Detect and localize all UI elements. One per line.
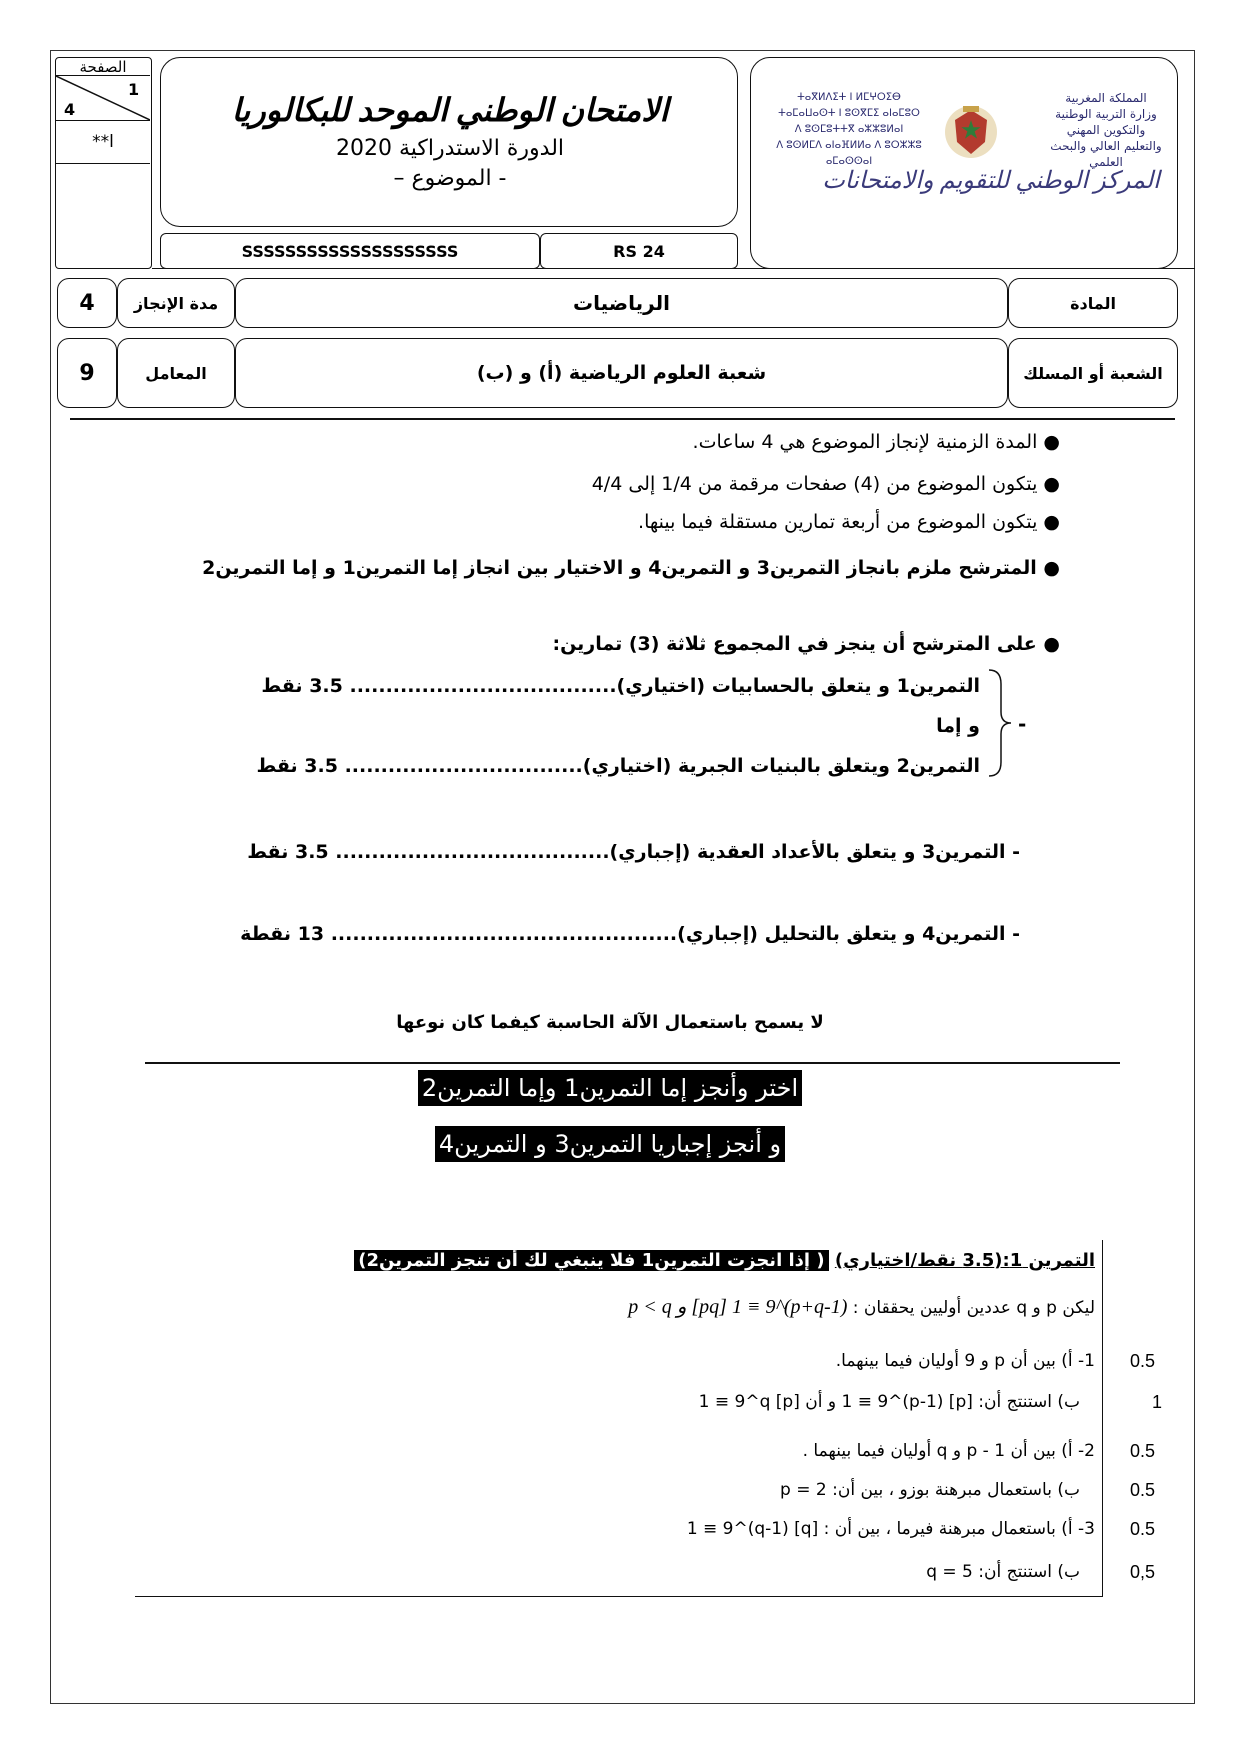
instruction-2-text: يتكون الموضوع من (4) صفحات مرقمة من 1/4 إلى 4/4	[591, 473, 1038, 495]
exercise1-intro	[200, 1294, 1095, 1319]
q1b-text: ب) استنتج أن: [p] 1 ≡ 9^(p-1) و أن [p] 1 ≡ 9^q	[698, 1392, 1080, 1412]
or-line: و إما	[936, 715, 980, 737]
page-total: 4	[64, 100, 76, 119]
exercise1-intro-math: p < q و [pq] 1 ≡ 9^(p+q-1)	[628, 1296, 848, 1318]
q3b-score: 0,5	[1130, 1562, 1156, 1582]
exercise1-bottom-rule	[135, 1596, 1103, 1597]
q1a-text: 1- أ) بين أن p و 9 أوليان فيما بينهما.	[835, 1351, 1095, 1371]
q2a-text: 2- أ) بين أن 1 - p و q أوليان فيما بينهما .	[802, 1441, 1095, 1461]
page-current: 1	[128, 80, 140, 99]
q3a-score: 0.5	[1130, 1519, 1156, 1539]
bullet-icon: ●	[1037, 431, 1060, 453]
exercise1-left-rule	[1102, 1240, 1103, 1596]
bullet-icon: ●	[1037, 473, 1060, 495]
coef-label: المعامل	[117, 338, 235, 408]
branch-value: شعبة العلوم الرياضية (أ) و (ب)	[235, 338, 1008, 408]
exam-title: الامتحان الوطني الموحد للبكالوريا	[231, 92, 669, 128]
exercise1-line: التمرين1 و يتعلق بالحسابيات (اختياري)..................................... 3.5 نقط	[261, 675, 980, 697]
institution-tifinagh	[759, 90, 939, 170]
branch-label: الشعبة أو المسلك	[1008, 338, 1178, 408]
inst-ar-4: والتعليم العالي والبحث العلمي	[1050, 139, 1162, 169]
q2b-score: 0.5	[1130, 1480, 1156, 1500]
subject-value: الرياضيات	[235, 278, 1008, 328]
bullet-icon: ●	[1036, 633, 1060, 655]
inst-tf-3: ⴷ ⵓⵙⵎⵓⵜⵜⴳ ⴰⵣⵣⵓⵍⴰⵏ	[794, 124, 904, 135]
exam-session: الدورة الاستدراكية 2020	[335, 136, 565, 161]
inst-tf-2: ⵜⴰⵎⴰⵡⴰⵙⵜ ⵏ ⵓⵙⴳⵎⵉ ⴰⵏⴰⵎⵓⵔ	[778, 108, 920, 119]
instruction-4	[200, 548, 1060, 588]
q2b-text: ب) باستعمال مبرهنة بوزو ، بين أن: p = 2	[780, 1480, 1080, 1500]
exam-title-box	[160, 57, 738, 227]
section-divider	[145, 1062, 1120, 1064]
inst-tf-1: ⵜⴰⴳⵍⴷⵉⵜ ⵏ ⵍⵎⵖⵔⵉⴱ	[797, 92, 901, 103]
q1a-score: 0.5	[1130, 1351, 1156, 1371]
exam-subtitle: - الموضوع –	[393, 166, 507, 191]
inst-ar-1: المملكة المغربية	[1065, 91, 1147, 105]
coef-value: 9	[57, 338, 117, 408]
duration-value: 4	[57, 278, 117, 328]
q3a-text: 3- أ) باستعمال مبرهنة فيرما ، بين أن : [q] 1 ≡ 9^(q-1)	[686, 1519, 1095, 1539]
q3b-text: ب) استنتج أن: q = 5	[926, 1562, 1080, 1582]
institution-arabic	[1041, 90, 1171, 170]
instruction-4-text: المترشح ملزم بانجاز التمرين3 و التمرين4 و الاختيار بين انجاز إما التمرين1 و إما التمرين2	[202, 557, 1037, 579]
choose-banner	[300, 1070, 920, 1106]
inst-ar-2: وزارة التربية الوطنية	[1055, 107, 1157, 121]
inst-tf-4: ⴷ ⵓⵙⵍⵎⴷ ⴰⵏⴰⴼⵍⵍⴰ ⴷ ⵓⵔⵣⵣⵓ ⴰⵎⴰⵙⵙⴰⵏ	[776, 140, 922, 167]
exercise4-line: - التمرين4 و يتعلق بالتحليل (إجباري)................................................ 13 نقطة	[240, 923, 1020, 945]
page-number-box	[55, 57, 152, 269]
exercise1-header	[200, 1250, 1095, 1271]
coat-of-arms-icon	[941, 102, 1001, 162]
inst-ar-3: والتكوين المهني	[1066, 123, 1146, 137]
instruction-1	[200, 428, 1060, 456]
instruction-3-text: يتكون الموضوع من أربعة تمارين مستقلة فيما بينها.	[638, 511, 1038, 533]
page-mark: **ا	[56, 120, 150, 164]
duration-label: مدة الإنجاز	[117, 278, 235, 328]
brace-icon	[985, 668, 1015, 778]
subject-label: المادة	[1008, 278, 1178, 328]
code-left-box: SSSSSSSSSSSSSSSSSSSS	[160, 233, 540, 269]
choose-text: اختر وأنجز إما التمرين1 وإما التمرين2	[418, 1070, 802, 1106]
exercise1-note: ( إذا انجزت التمرين1 فلا ينبغي لك أن تنجز التمرين2)	[354, 1250, 828, 1271]
instruction-5-text: على المترشح أن ينجز في المجموع ثلاثة (3) تمارين:	[552, 633, 1037, 655]
bullet-icon: ●	[1037, 511, 1060, 533]
mandatory-banner	[300, 1126, 920, 1162]
q1b-score: 1	[1152, 1392, 1163, 1412]
code-right-box: RS 24	[540, 233, 738, 269]
instruction-1-text: المدة الزمنية لإنجاز الموضوع هي 4 ساعات.	[692, 431, 1038, 453]
exercise1-intro-text: ليكن p و q عددين أوليين يحققان :	[852, 1298, 1095, 1318]
instruction-5	[200, 630, 1060, 658]
bullet-icon: ●	[1036, 557, 1060, 579]
exercise3-line: - التمرين3 و يتعلق بالأعداد العقدية (إجباري)...................................... 3.5 نقط	[247, 841, 1020, 863]
mandatory-text: و أنجز إجباريا التمرين3 و التمرين4	[435, 1126, 785, 1162]
exercise2-line: التمرين2 ويتعلق بالبنيات الجبرية (اختياري)................................. 3.5 نقط	[256, 755, 980, 777]
brace-dash: -	[1018, 712, 1027, 736]
exercise1-title: التمرين 1:(3.5 نقط/اختياري)	[834, 1250, 1095, 1271]
no-calculator-notice: لا يسمح باستعمال الآلة الحاسبة كيفما كان نوعها	[396, 1012, 824, 1033]
page-label: الصفحة	[56, 58, 150, 76]
instruction-3	[200, 508, 1060, 536]
center-name: المركز الوطني للتقويم والامتحانات	[822, 168, 1160, 194]
q2a-score: 0.5	[1130, 1441, 1156, 1461]
instruction-2	[200, 470, 1060, 498]
ministry-box	[750, 57, 1178, 269]
header-divider	[70, 418, 1175, 420]
